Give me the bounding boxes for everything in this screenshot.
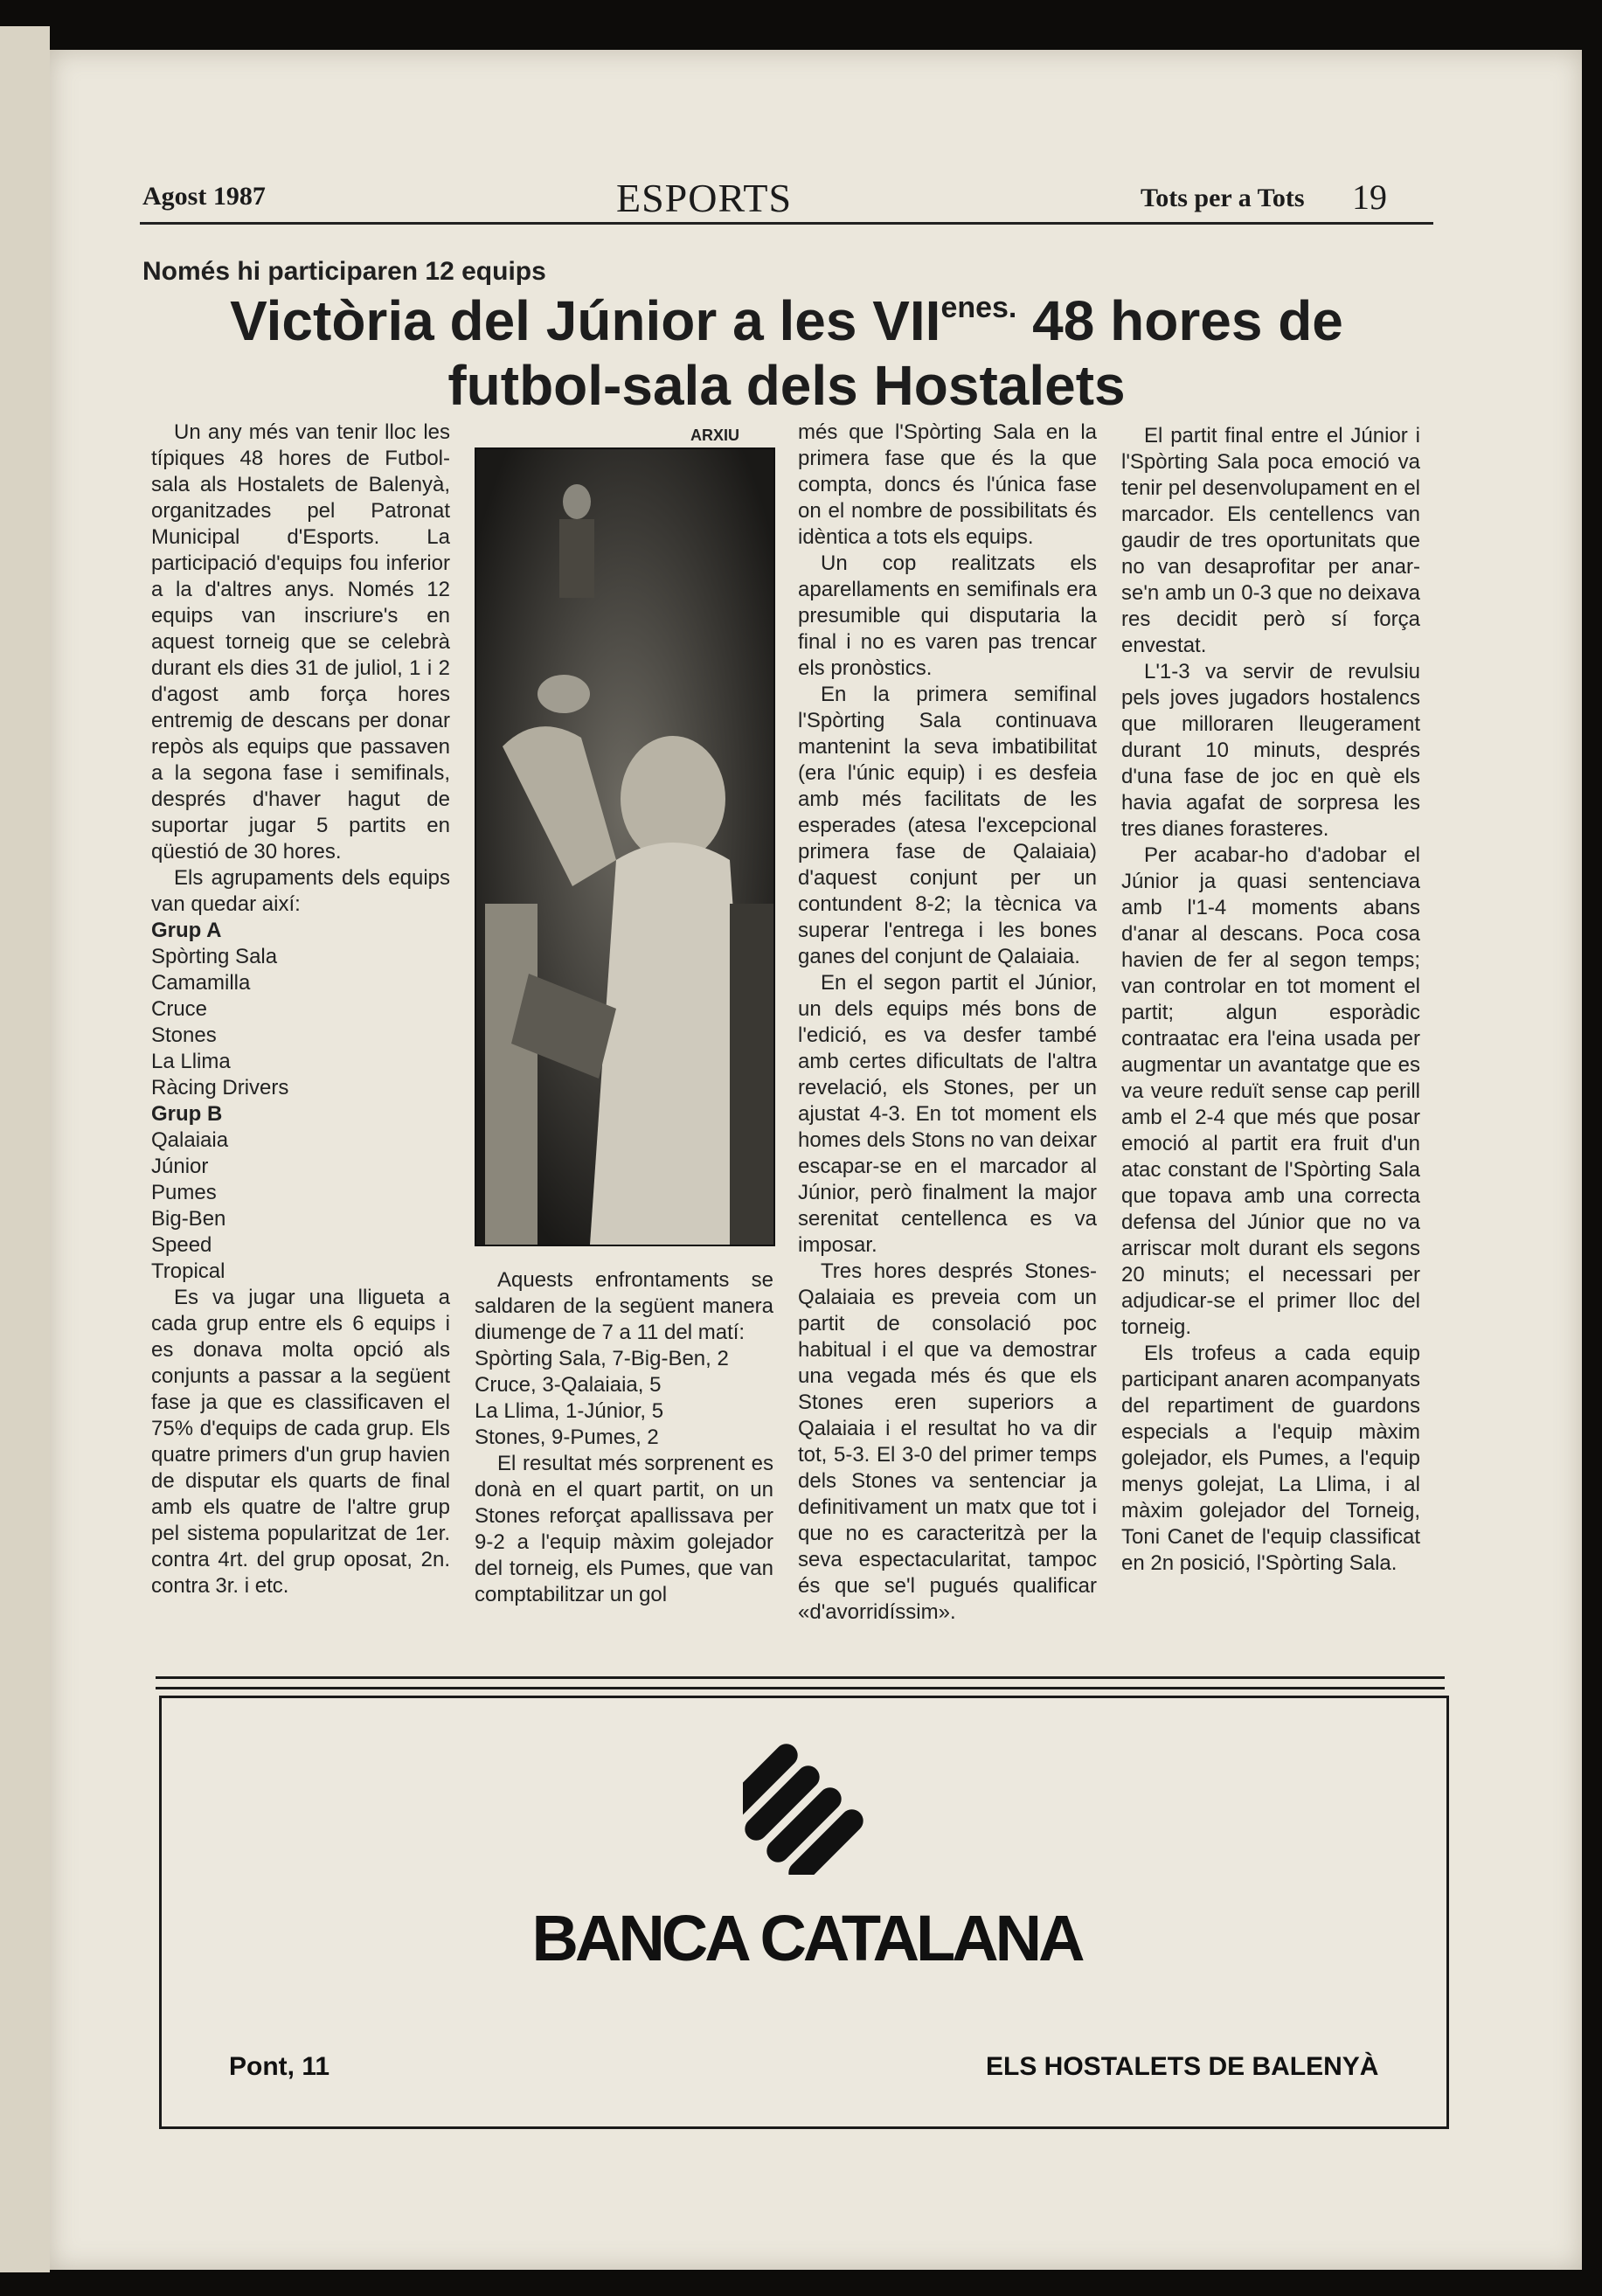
page-number: 19 (1352, 177, 1387, 217)
article-column-1 (151, 420, 450, 1599)
bank-logo-icon (743, 1744, 874, 1875)
paragraph: Es va jugar una lligueta a cada grup entre els 6 equips i es donava molta opció als conjunts a passar a la següent fase ja que es classificaven el 75% d'equips de cada grup. Els quatre primers d'un grup havien de disputar els quarts de final amb els quatre de l'altre grup pel sistema popularitzat de 1er. contra 4rt. del grup oposat, 2n. contra 3r. i etc. (151, 1286, 450, 1598)
paragraph: Un any més van tenir lloc les típiques 48 hores de Futbol-sala als Hostalets de Balenyà, organitzades pel Patronat Municipal d'Esports. La participació d'equips fou inferior a la d'altres anys. Només 12 equips van inscriure's en aquest torneig que se celebrà durant els dies 31 de juliol, 1 i 2 d'agost amb força hores entremig de descans per donar repòs als equips que passaven a la segona fase i semifinals, després d'haver hagut de suportar jugar 5 partits en qüestió de 30 hores. (151, 420, 450, 864)
ad-divider-top (156, 1676, 1445, 1679)
paragraph: En la primera semifinal l'Spòrting Sala continuava mantenint la seva imbatibilitat (era l'únic equip) i es desfeia amb més facilitats de les esperades (atesa l'excepcional primera fase de Qalaiaia) d'aquest conjunt per un contundent 8-2; la tècnica va superar l'entrega i les bones ganes del conjunt de Qalaiaia. (798, 683, 1097, 968)
group-a-title: Grup A (151, 919, 222, 942)
team-name: Ràcing Drivers (151, 1076, 289, 1099)
paragraph: Per acabar-ho d'adobar el Júnior ja quasi sentenciava amb l'1-4 moments abans d'anar al descans. Poca cosa havien de fer al segon temps; van controlar en tot moment el partit; algun esporàdic contraatac era l'eina usada per augmentar un avantatge que es va veure reduït sense cap perill amb el 2-4 que més que posar emoció al partit era fruit d'un atac constant de l'Spòrting Sala que topava amb una correcta defensa del Júnior que no va arriscar molt durant els segons 20 minuts; el necessari per adjudicar-se el primer lloc del torneig. (1121, 843, 1420, 1339)
team-name: Cruce (151, 997, 208, 1021)
section-title: ESPORTS (616, 176, 793, 220)
bank-address: Pont, 11 (229, 2052, 330, 2081)
paragraph: Els trofeus a cada equip participant anaren acompanyats del repartiment de guardons especials a l'equip màxim golejador, els Pumes, a l'equip menys golejat, La Llima, i al màxim golejador del Torneig, Toni Canet de l'equip classificat en 2n posició, l'Spòrting Sala. (1121, 1342, 1420, 1575)
group-b-title: Grup B (151, 1102, 223, 1126)
team-name: Speed (151, 1233, 212, 1257)
headline-part1: Victòria del Júnior a les VII (230, 289, 941, 352)
article-kicker: Només hi participaren 12 equips (142, 257, 546, 286)
headline-superscript: enes. (940, 291, 1017, 324)
headline-part2: 48 hores de futbol-sala dels Hostalets (447, 289, 1343, 417)
paragraph: Un cop realitzats els aparellaments en semifinals era presumible qui disputaria la final i no es varen pas trencar els pronòstics. (798, 551, 1097, 680)
page-edge (0, 26, 50, 2272)
article-headline (175, 288, 1398, 418)
match-result: Spòrting Sala, 7-Big-Ben, 2 (475, 1347, 729, 1370)
paragraph: Els agrupaments dels equips van quedar així: (151, 866, 450, 916)
trophy-photo-illustration (476, 449, 773, 1245)
trophy-photo (475, 447, 775, 1246)
team-name: Júnior (151, 1155, 209, 1178)
team-name: Pumes (151, 1181, 217, 1204)
paragraph: més que l'Spòrting Sala en la primera fase que és la que compta, doncs és l'única fase on el nombre de possibilitats és idèntica a tots els equips. (798, 420, 1097, 549)
paragraph: El partit final entre el Júnior i l'Spòrting Sala poca emoció va tenir pel desenvolupament en el marcador. Els centellencs van gaudir de tres oportunitats que no van desaprofitar per anar-se'n amb un 0-3 que no deixava res decidit però sí força envestat. (1121, 424, 1420, 657)
paragraph: En el segon partit el Júnior, un dels equips més bons de l'edició, es va desfer també amb certes dificultats de l'altra revelació, els Stones, per un ajustat 4-3. En tot moment els homes dels Stons no van deixar escapar-se en el marcador al Júnior, però finalment la major serenitat centellenca es va imposar. (798, 971, 1097, 1257)
paragraph: Aquests enfrontaments se saldaren de la següent manera diumenge de 7 a 11 del matí: (475, 1268, 773, 1344)
match-result: La Llima, 1-Júnior, 5 (475, 1399, 664, 1423)
issue-date: Agost 1987 (142, 182, 266, 211)
article-column-4 (1121, 423, 1420, 1577)
team-name: Spòrting Sala (151, 945, 278, 968)
publication-name: Tots per a Tots (1141, 184, 1305, 212)
match-result: Stones, 9-Pumes, 2 (475, 1425, 659, 1449)
team-name: Stones (151, 1023, 217, 1047)
article-column-2 (475, 1267, 773, 1608)
team-name: Qalaiaia (151, 1128, 229, 1152)
team-name: Big-Ben (151, 1207, 226, 1231)
bank-name: BANCA CATALANA (531, 1902, 1082, 1974)
team-name: Camamilla (151, 971, 251, 995)
article-column-3 (798, 420, 1097, 1626)
match-result: Cruce, 3-Qalaiaia, 5 (475, 1373, 662, 1397)
paragraph: L'1-3 va servir de revulsiu pels joves jugadors hostalencs que milloraren lleugerament durant 10 minuts, després d'una fase de joc en què els havia agafat de sorpresa les tres dianes forasteres. (1121, 660, 1420, 841)
paragraph: El resultat més sorprenent es donà en el quart partit, on un Stones reforçat apallissava per 9-2 a l'equip màxim golejador del torneig, els Pumes, que van comptabilitzar un gol (475, 1452, 773, 1606)
team-name: La Llima (151, 1050, 231, 1073)
paragraph: Tres hores després Stones-Qalaiaia es preveia com un partit de consolació poc habitual i el que va demostrar una vegada més és que els Stones eren superiors a Qalaiaia i el resultat ho va dir tot, 5-3. El 3-0 del primer temps dels Stones va sentenciar ja definitivament un matx que tot i que no es caracteritzà per la seva espectacularitat, tampoc és que se'l pugués qualificar «d'avorridíssim». (798, 1259, 1097, 1624)
photo-credit: ARXIU (690, 427, 740, 444)
header-divider (140, 222, 1433, 225)
bank-town: ELS HOSTALETS DE BALENYÀ (986, 2052, 1379, 2081)
team-name: Tropical (151, 1259, 225, 1283)
ad-divider-bottom (156, 1687, 1445, 1689)
